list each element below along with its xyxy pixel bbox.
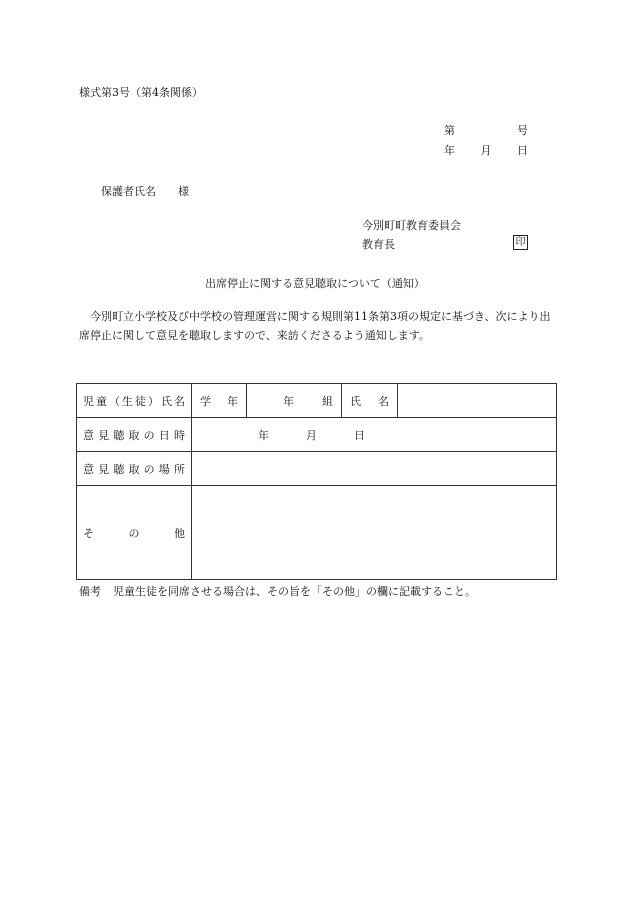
student-name-field [398,384,557,418]
issue-month: 月 [480,144,492,157]
hearing-datetime-row [77,418,557,452]
addressee-line [101,183,189,199]
notice-body: 今別町立小学校及び中学校の管理運営に関する規則第11条第3項の規定に基づき、次により出席停止に関して意見を聴取しますので、来訪くださるよう通知します。 [79,310,551,342]
student-name-label: 児 童 （ 生 徒 ） 氏 名 [77,384,192,418]
hearing-details-table [76,383,557,580]
hearing-place-field [192,452,557,486]
issue-day: 日 [517,144,528,157]
other-label: そ の 他 [77,486,192,580]
issue-year: 年 [444,144,455,157]
issuer-title: 教育長 [362,238,395,251]
seal-mark: 印 [513,235,528,250]
hearing-day: 日 [354,428,365,442]
class-field: 年 組 [247,384,342,418]
number-prefix: 第 [444,124,455,137]
document-title: 出席停止に関する意見聴取について（通知） [205,277,425,290]
remarks-note [79,583,476,599]
name-label: 氏 名 [342,384,398,418]
hearing-datetime-label: 意 見 聴 取 の 日 時 [77,418,192,452]
hearing-place-row [77,452,557,486]
form-number-label: 様式第3号（第4条関係） [79,86,203,99]
grade-label: 学 年 [192,384,247,418]
hearing-year: 年 [258,428,269,442]
remarks-text: 児童生徒を同席させる場合は、その旨を「その他」の欄に記載すること。 [113,585,476,598]
other-row [77,486,557,580]
guardian-name-label: 保護者氏名 [101,185,156,198]
remarks-label: 備考 [79,585,101,598]
honorific: 様 [178,185,189,198]
hearing-month: 月 [306,428,317,442]
other-field [192,486,557,580]
student-name-row [77,384,557,418]
hearing-place-label: 意 見 聴 取 の 場 所 [77,452,192,486]
issue-date-line [444,142,528,158]
number-suffix: 号 [517,124,528,137]
hearing-datetime-field [192,418,557,452]
document-number-line [444,122,528,138]
issuer-organization: 今別町町教育委員会 [362,219,461,232]
